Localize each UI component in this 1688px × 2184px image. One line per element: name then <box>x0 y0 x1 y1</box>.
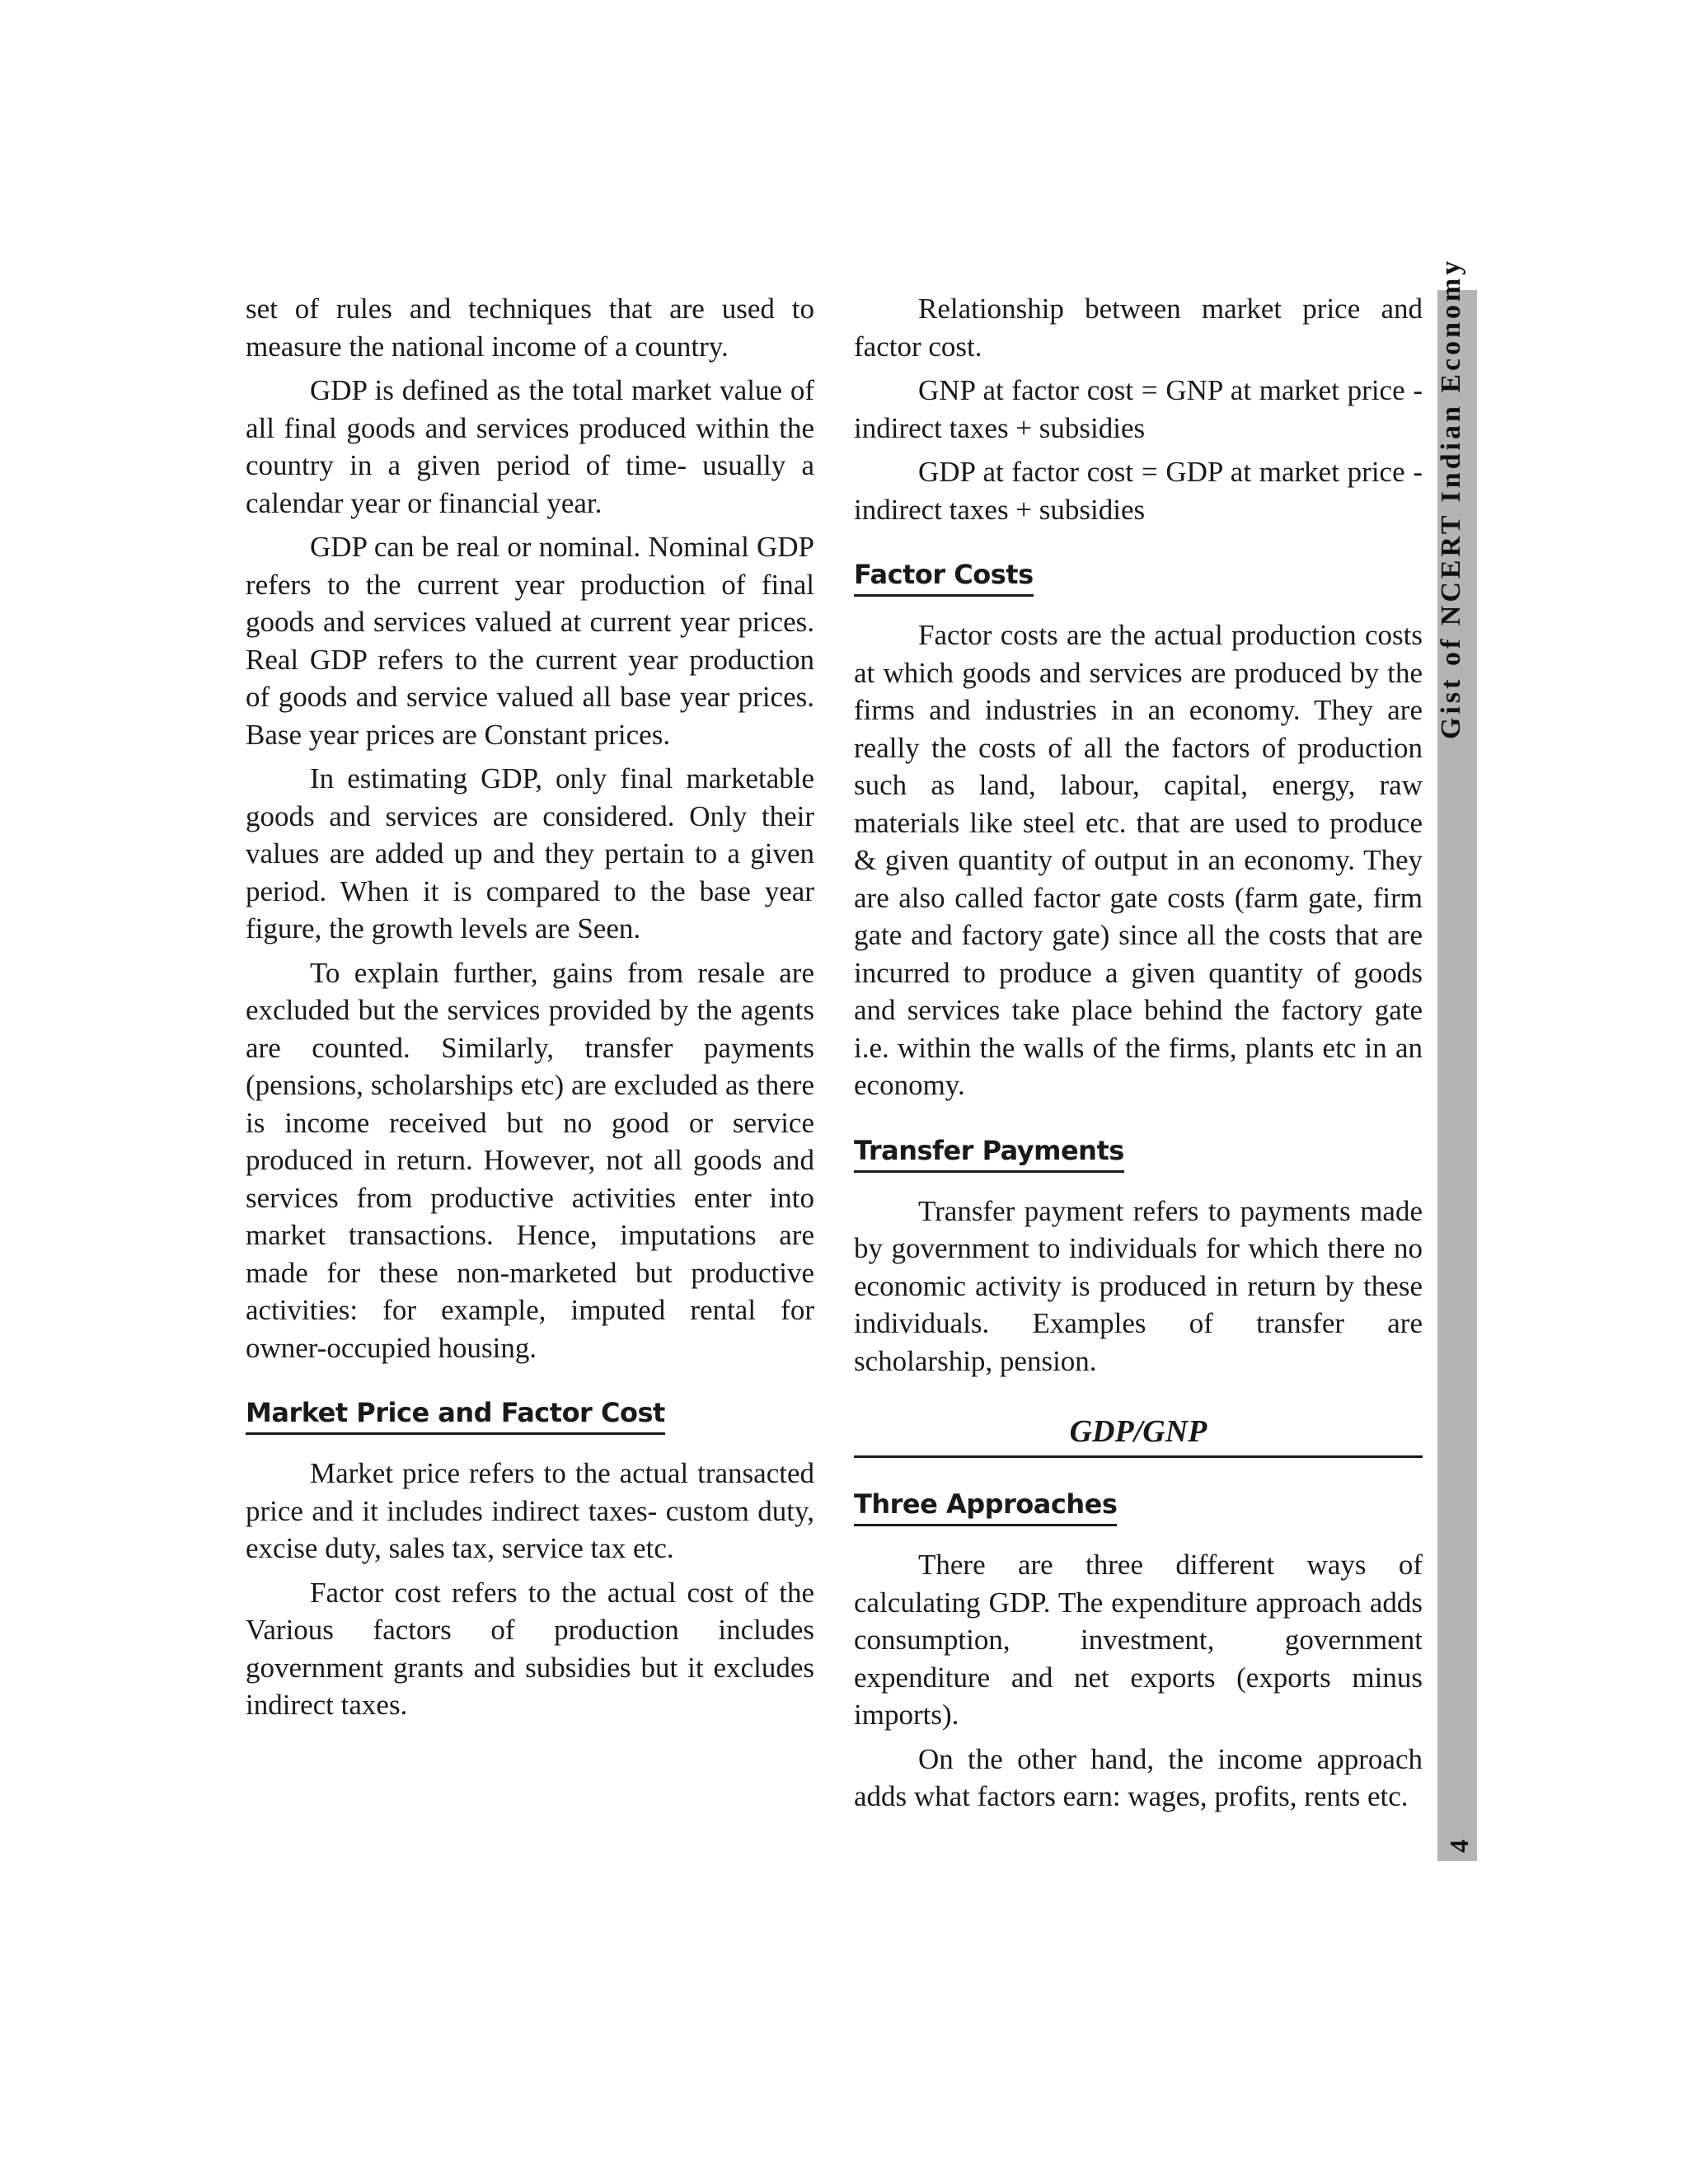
paragraph: To explain further, gains from resale are excluded but the services provided by the agents are counted. Similarly, transfer payments (pensions, scholarships etc) are excluded as there is income received but no good or service produced in return. However, not all goods and services from productive activities enter into market transactions. Hence, imputations are made for these non-marketed but productive activities: for example, imputed rental for owner-occupied housing. <box>246 956 814 1364</box>
section-title-gdp-gnp: GDP/GNP <box>1069 1414 1207 1449</box>
paragraph: Relationship between market price and factor cost. <box>854 293 1423 363</box>
heading-market-price: Market Price and Factor Cost <box>246 1396 665 1435</box>
paragraph: On the other hand, the income approach adds what factors earn: wages, profits, rents etc. <box>854 1742 1423 1812</box>
page-number: 4 <box>1444 1840 1474 1853</box>
paragraph: In estimating GDP, only final marketable goods and services are considered. Only their values are added up and they pertain to a given period. When it is compared to the base year figure, the growth levels are Seen. <box>246 762 814 944</box>
heading-three-approaches: Three Approaches <box>854 1488 1117 1526</box>
section-divider <box>854 1455 1423 1458</box>
paragraph: set of rules and techniques that are used to measure the national income of a country. <box>246 293 814 363</box>
section-heading-wrap <box>854 558 1423 597</box>
side-book-title: Gist of NCERT Indian Economy <box>1436 257 1466 739</box>
right-column <box>854 290 1423 1822</box>
paragraph: Transfer payment refers to payments made by government to individuals for which there no economic activity is produced in return by these individuals. Examples of transfer are scholarship, pension. <box>854 1194 1423 1377</box>
paragraph: GDP can be real or nominal. Nominal GDP refers to the current year production of final goods and services valued at current year prices. Real GDP refers to the current year production of goods and service valued all base year prices. Base year prices are Constant prices. <box>246 531 814 751</box>
section-heading-wrap <box>854 1134 1423 1173</box>
paragraph: Factor costs are the actual production costs at which goods and services are produced by the firms and industries in an economy. They are really the costs of all the factors of production such as land, labour, capital, energy, raw materials like steel etc. that are used to produce & given quantity of output in an economy. They are also called factor gate costs (farm gate, firm gate and factory gate) since all the costs that are incurred to produce a given quantity of goods and services take place behind the factory gate i.e. within the walls of the firms, plants etc in an economy. <box>854 619 1423 1101</box>
paragraph: Market price refers to the actual transacted price and it includes indirect taxes- custom duty, excise duty, sales tax, service tax etc. <box>246 1457 814 1564</box>
section-heading-wrap <box>246 1396 814 1435</box>
heading-factor-costs: Factor Costs <box>854 558 1034 597</box>
formula-gdp: GDP at factor cost = GDP at market price - indirect taxes + subsidies <box>854 456 1423 526</box>
paragraph: There are three different ways of calculating GDP. The expenditure approach adds consumption, investment, government expenditure and net exports (exports minus imports). <box>854 1549 1423 1731</box>
formula-gnp: GNP at factor cost = GNP at market price - indirect taxes + subsidies <box>854 374 1423 444</box>
section-heading-wrap <box>854 1488 1423 1526</box>
left-column <box>246 290 814 1731</box>
paragraph: GDP is defined as the total market value of all final goods and services produced within the country in a given period of time- usually a calendar year or financial year. <box>246 374 814 519</box>
paragraph: Factor cost refers to the actual cost of the Various factors of production includes government grants and subsidies but it excludes indirect taxes. <box>246 1576 814 1721</box>
heading-transfer-payments: Transfer Payments <box>854 1134 1124 1173</box>
